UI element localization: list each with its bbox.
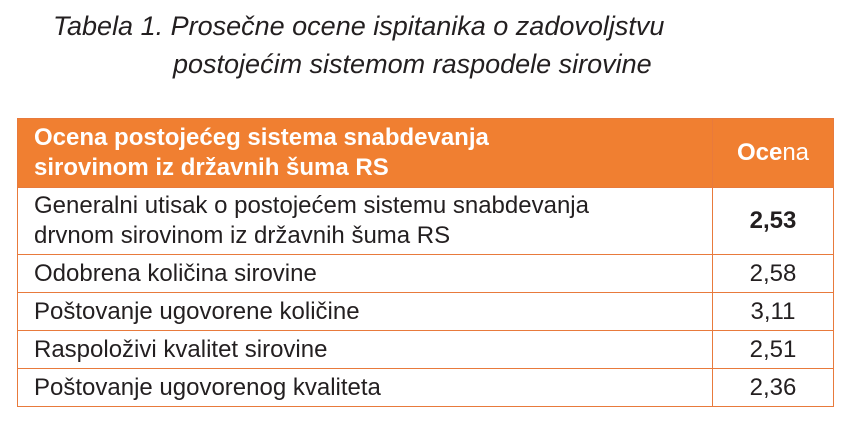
header-row [18, 119, 834, 188]
criterion-column-header [18, 119, 713, 188]
criterion-cell: Odobrena količina sirovine [18, 255, 713, 293]
table-row [18, 293, 834, 331]
criterion-label-line-1: Generalni utisak o postojećem sistemu snabdevanja [34, 192, 589, 219]
score-header-part-2: na [782, 139, 810, 166]
score-column-header [713, 119, 834, 188]
criterion-header-line-2: sirovinom iz državnih šuma RS [34, 154, 389, 181]
criterion-label-line-2: drvnom sirovinom iz državnih šuma RS [34, 222, 451, 249]
caption-line-1: Tabela 1. Prosečne ocene ispitanika o zadovoljstvu [53, 11, 665, 41]
score-cell: 2,36 [713, 369, 834, 407]
criterion-header-line-1: Ocena postojećeg sistema snabdevanja [34, 124, 489, 151]
caption-line-2: postojećim sistemom raspodele sirovine [173, 49, 652, 79]
score-header-label [737, 139, 809, 166]
table-row [18, 331, 834, 369]
criterion-cell: Poštovanje ugovorene količine [18, 293, 713, 331]
table-body [18, 188, 834, 407]
score-cell: 2,51 [713, 331, 834, 369]
table-header [18, 119, 834, 188]
criterion-cell: Poštovanje ugovorenog kvaliteta [18, 369, 713, 407]
score-cell: 3,11 [713, 293, 834, 331]
table-row [18, 369, 834, 407]
table-row [18, 188, 834, 255]
ratings-table [17, 118, 834, 407]
score-cell: 2,58 [713, 255, 834, 293]
score-cell: 2,53 [713, 188, 834, 255]
score-header-part-1: Oce [736, 139, 783, 166]
criterion-cell [18, 188, 713, 255]
criterion-cell: Raspoloživi kvalitet sirovine [18, 331, 713, 369]
table-row [18, 255, 834, 293]
